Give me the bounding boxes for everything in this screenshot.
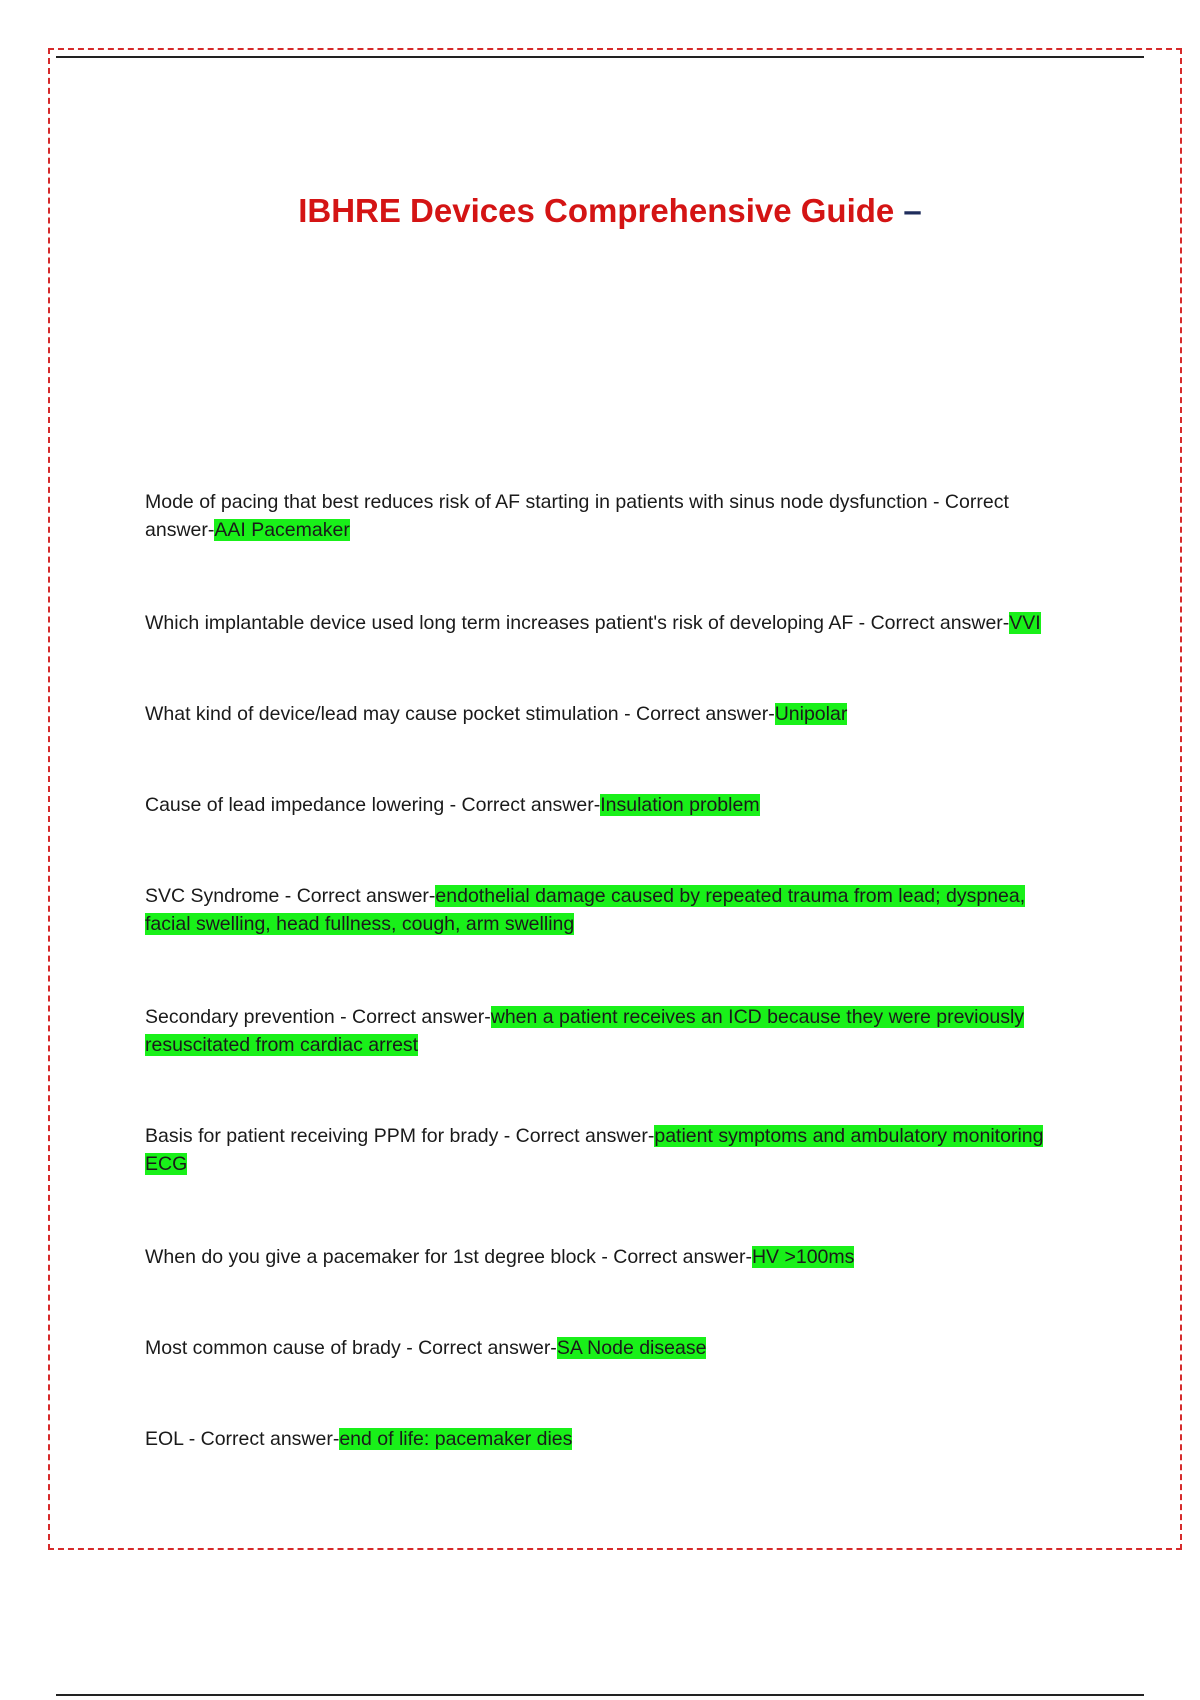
question-text: Basis for patient receiving PPM for brady - Correct answer-	[145, 1125, 655, 1147]
question-text: EOL - Correct answer-	[145, 1428, 340, 1450]
qa-item	[145, 882, 1075, 938]
answer-highlight: AAI Pacemaker	[214, 519, 350, 541]
title-text: IBHRE Devices Comprehensive Guide	[298, 192, 895, 229]
answer-highlight: HV >100ms	[751, 1246, 855, 1268]
answer-highlight: Unipolar	[774, 703, 848, 725]
qa-item	[145, 1243, 1075, 1271]
bottom-rule	[56, 1694, 1144, 1696]
question-text: Secondary prevention - Correct answer-	[145, 1006, 491, 1028]
qa-item	[145, 609, 1075, 637]
answer-highlight: end of life: pacemaker dies	[339, 1428, 573, 1450]
qa-item	[145, 1425, 1075, 1453]
answer-highlight: endothelial damage caused by repeated trauma from lead; dyspnea, facial swelling, head fullness, cough, arm swelling	[145, 885, 1026, 935]
qa-item	[145, 791, 1075, 819]
title-dash: –	[903, 192, 922, 229]
question-text: When do you give a pacemaker for 1st degree block - Correct answer-	[145, 1246, 752, 1268]
answer-highlight: VVI	[1009, 612, 1041, 634]
question-text: Which implantable device used long term increases patient's risk of developing AF - Correct answer-	[145, 612, 1010, 634]
qa-item	[145, 1334, 1075, 1362]
answer-highlight: Insulation problem	[600, 794, 760, 816]
qa-item	[145, 1003, 1075, 1059]
question-text: SVC Syndrome - Correct answer-	[145, 885, 436, 907]
question-text: Mode of pacing that best reduces risk of AF starting in patients with sinus node dysfunction - Correct answer-	[145, 491, 1009, 541]
question-text: Most common cause of brady - Correct answer-	[145, 1337, 557, 1359]
question-text: Cause of lead impedance lowering - Correct answer-	[145, 794, 601, 816]
qa-item	[145, 488, 1075, 544]
document-title	[0, 192, 1200, 230]
answer-highlight: when a patient receives an ICD because they were previously resuscitated from cardiac arrest	[145, 1006, 1025, 1056]
qa-item	[145, 1122, 1075, 1178]
answer-highlight: SA Node disease	[556, 1337, 707, 1359]
question-text: What kind of device/lead may cause pocket stimulation - Correct answer-	[145, 703, 775, 725]
qa-item	[145, 700, 1075, 728]
answer-highlight: patient symptoms and ambulatory monitoring ECG	[145, 1125, 1044, 1175]
